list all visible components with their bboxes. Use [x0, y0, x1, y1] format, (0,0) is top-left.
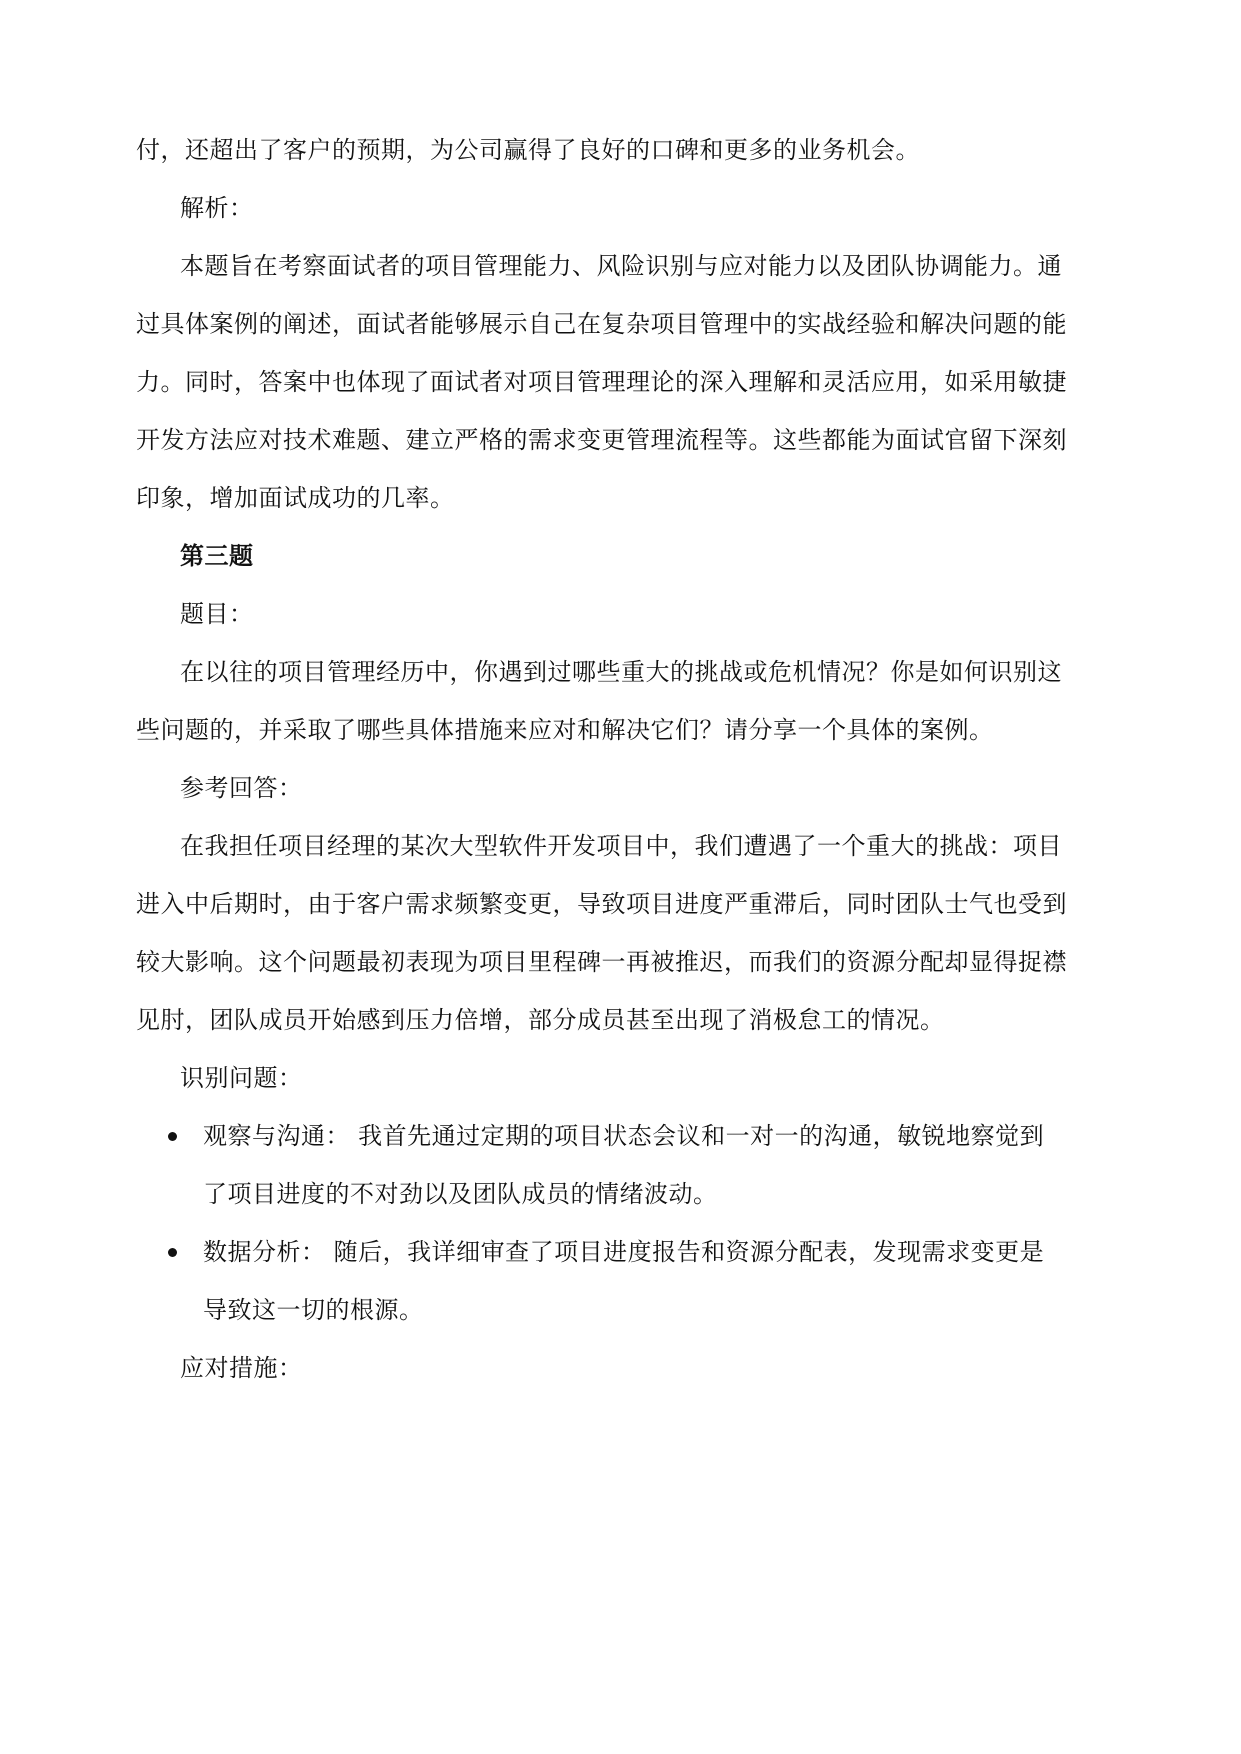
bullet-line: 了项目进度的不对劲以及团队成员的情绪波动。	[203, 1180, 718, 1208]
question-line: 在以往的项目管理经历中，你遇到过哪些重大的挑战或危机情况？你是如何识别这	[180, 658, 1062, 686]
analysis-line: 过具体案例的阐述，面试者能够展示自己在复杂项目管理中的实战经验和解决问题的能	[136, 310, 1067, 338]
analysis-line: 力。同时，答案中也体现了面试者对项目管理理论的深入理解和灵活应用，如采用敏捷	[136, 368, 1067, 396]
analysis-line: 印象，增加面试成功的几率。	[136, 484, 455, 512]
question-line: 些问题的，并采取了哪些具体措施来应对和解决它们？请分享一个具体的案例。	[136, 716, 994, 744]
measures-label: 应对措施：	[180, 1354, 303, 1382]
bullet-line: 导致这一切的根源。	[203, 1296, 424, 1324]
answer-tail-line: 付，还超出了客户的预期，为公司赢得了良好的口碑和更多的业务机会。	[136, 136, 920, 164]
reference-line: 在我担任项目经理的某次大型软件开发项目中，我们遭遇了一个重大的挑战：项目	[180, 832, 1062, 860]
identify-label: 识别问题：	[180, 1064, 303, 1092]
analysis-line: 开发方法应对技术难题、建立严格的需求变更管理流程等。这些都能为面试官留下深刻	[136, 426, 1067, 454]
bullet-line: 数据分析： 随后，我详细审查了项目进度报告和资源分配表，发现需求变更是	[203, 1238, 1045, 1266]
analysis-label: 解析：	[180, 194, 254, 222]
reference-line: 较大影响。这个问题最初表现为项目里程碑一再被推迟，而我们的资源分配却显得捉襟	[136, 948, 1067, 976]
reference-line: 进入中后期时，由于客户需求频繁变更，导致项目进度严重滞后，同时团队士气也受到	[136, 890, 1067, 918]
section-heading: 第三题	[180, 541, 254, 570]
reference-label: 参考回答：	[180, 774, 303, 802]
question-label: 题目：	[180, 600, 254, 628]
bullet-dot-icon	[168, 1248, 177, 1257]
bullet-line: 观察与沟通： 我首先通过定期的项目状态会议和一对一的沟通，敏锐地察觉到	[203, 1122, 1045, 1150]
analysis-line: 本题旨在考察面试者的项目管理能力、风险识别与应对能力以及团队协调能力。通	[180, 252, 1062, 280]
bullet-dot-icon	[168, 1132, 177, 1141]
reference-line: 见肘，团队成员开始感到压力倍增，部分成员甚至出现了消极怠工的情况。	[136, 1006, 945, 1034]
